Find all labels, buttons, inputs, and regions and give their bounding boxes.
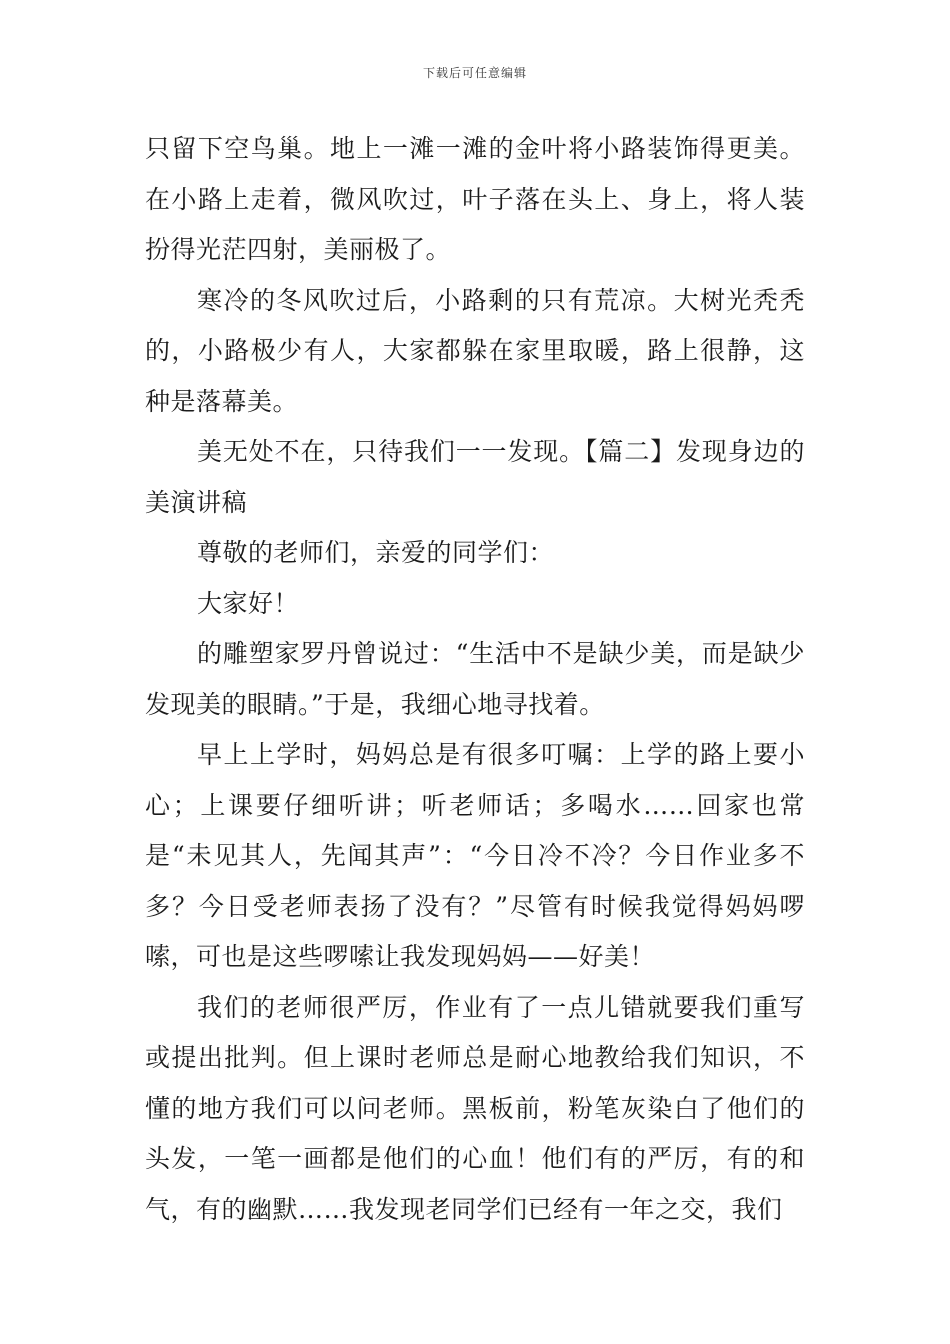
paragraph-6: 的雕塑家罗丹曾说过：“生活中不是缺少美，而是缺少发现美的眼睛。”于是，我细心地寻找着。 [145, 639, 805, 719]
paragraph-3: 美无处不在，只待我们一一发现。【篇二】发现身边的美演讲稿 [145, 437, 805, 517]
document-body [145, 124, 805, 1235]
paragraph-1: 只留下空鸟巢。地上一滩一滩的金叶将小路装饰得更美。在小路上走着，微风吹过，叶子落在头上、身上，将人装扮得光茫四射，美丽极了。 [145, 134, 805, 264]
paragraph-8: 我们的老师很严厉，作业有了一点儿错就要我们重写或提出批判。但上课时老师总是耐心地教给我们知识，不懂的地方我们可以问老师。黑板前，粉笔灰染白了他们的头发，一笔一画都是他们的心血！他们有的严厉，有的和气，有的幽默……我发现老同学们已经有一年之交，我们 [145, 992, 805, 1224]
paragraph-4: 尊敬的老师们，亲爱的同学们： [197, 538, 555, 567]
paragraph-5: 大家好！ [197, 588, 300, 618]
page-header: 下载后可任意编辑 [422, 66, 527, 80]
paragraph-2: 寒冷的冬风吹过后，小路剩的只有荒凉。大树光秃秃的，小路极少有人，大家都躲在家里取暖，路上很静，这种是落幕美。 [145, 285, 805, 416]
paragraph-7: 早上上学时，妈妈总是有很多叮嘱：上学的路上要小心；上课要仔细听讲；听老师话；多喝水……回家也常是“未见其人，先闻其声”：“今日冷不冷？今日作业多不多？今日受老师表扬了没有？”尽管有时候我觉得妈妈啰嗦，可也是这些啰嗦让我发现妈妈——好美！ [145, 740, 805, 971]
